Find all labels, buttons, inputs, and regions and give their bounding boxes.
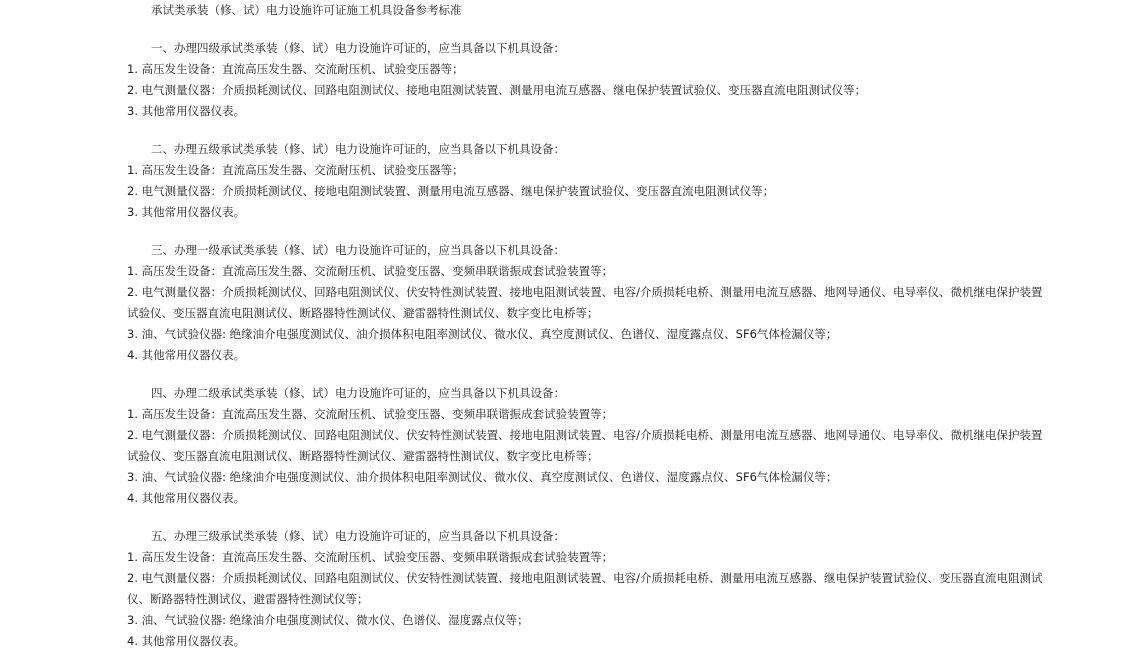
list-item: 3. 油、气试验仪器: 绝缘油介电强度测试仪、微水仪、色谱仪、湿度露点仪等； <box>127 613 529 627</box>
list-item: 3. 油、气试验仪器: 绝缘油介电强度测试仪、油介损体积电阻率测试仪、微水仪、真空度测试仪、色谱仪、湿度露点仪、SF6气体检漏仪等； <box>127 327 838 341</box>
section-heading: 四、办理二级承试类承装（修、试）电力设施许可证的，应当具备以下机具设备： <box>151 386 565 400</box>
section-level-3 <box>127 526 1052 652</box>
list-item: 1. 高压发生设备：直流高压发生器、交流耐压机、试验变压器等； <box>127 163 464 177</box>
list-item: 1. 高压发生设备：直流高压发生器、交流耐压机、试验变压器、变频串联谐振成套试验装置等； <box>127 550 614 564</box>
list-item: 4. 其他常用仪器仪表。 <box>127 348 246 362</box>
section-level-4 <box>127 38 1052 122</box>
list-item: 2. 电气测量仪器：介质损耗测试仪、回路电阻测试仪、伏安特性测试装置、接地电阻测试装置、电容/介质损耗电桥、测量用电流互感器、地网导通仪、电导率仪、微机继电保护装置试验仪、变压器直流电阻测试仪、断路器特性测试仪、避雷器特性测试仪、数字变比电桥等； <box>127 428 1043 463</box>
list-item: 4. 其他常用仪器仪表。 <box>127 634 246 648</box>
section-heading: 三、办理一级承试类承装（修、试）电力设施许可证的，应当具备以下机具设备： <box>151 243 565 257</box>
section-level-2 <box>127 383 1052 509</box>
list-item: 2. 电气测量仪器：介质损耗测试仪、回路电阻测试仪、伏安特性测试装置、接地电阻测试装置、电容/介质损耗电桥、测量用电流互感器、继电保护装置试验仪、变压器直流电阻测试仪、断路器特性测试仪、避雷器特性测试仪等； <box>127 571 1043 606</box>
list-item: 3. 油、气试验仪器: 绝缘油介电强度测试仪、油介损体积电阻率测试仪、微水仪、真空度测试仪、色谱仪、湿度露点仪、SF6气体检漏仪等； <box>127 470 838 484</box>
section-heading: 五、办理三级承试类承装（修、试）电力设施许可证的，应当具备以下机具设备： <box>151 529 565 543</box>
section-level-5 <box>127 139 1052 223</box>
list-item: 1. 高压发生设备：直流高压发生器、交流耐压机、试验变压器、变频串联谐振成套试验装置等； <box>127 264 614 278</box>
list-item: 3. 其他常用仪器仪表。 <box>127 205 246 219</box>
list-item: 1. 高压发生设备：直流高压发生器、交流耐压机、试验变压器、变频串联谐振成套试验装置等； <box>127 407 614 421</box>
section-heading: 一、办理四级承试类承装（修、试）电力设施许可证的，应当具备以下机具设备： <box>151 41 565 55</box>
list-item: 2. 电气测量仪器：介质损耗测试仪、回路电阻测试仪、伏安特性测试装置、接地电阻测试装置、电容/介质损耗电桥、测量用电流互感器、地网导通仪、电导率仪、微机继电保护装置试验仪、变压器直流电阻测试仪、断路器特性测试仪、避雷器特性测试仪、数字变比电桥等； <box>127 285 1043 320</box>
list-item: 2. 电气测量仪器：介质损耗测试仪、回路电阻测试仪、接地电阻测试装置、测量用电流互感器、继电保护装置试验仪、变压器直流电阻测试仪等； <box>127 83 867 97</box>
document-body <box>127 0 1052 652</box>
document-title: 承试类承装（修、试）电力设施许可证施工机具设备参考标准 <box>151 3 462 17</box>
list-item: 2. 电气测量仪器：介质损耗测试仪、接地电阻测试装置、测量用电流互感器、继电保护装置试验仪、变压器直流电阻测试仪等； <box>127 184 775 198</box>
list-item: 4. 其他常用仪器仪表。 <box>127 491 246 505</box>
section-heading: 二、办理五级承试类承装（修、试）电力设施许可证的，应当具备以下机具设备： <box>151 142 565 156</box>
list-item: 3. 其他常用仪器仪表。 <box>127 104 246 118</box>
list-item: 1. 高压发生设备：直流高压发生器、交流耐压机、试验变压器等； <box>127 62 464 76</box>
section-level-1 <box>127 240 1052 366</box>
